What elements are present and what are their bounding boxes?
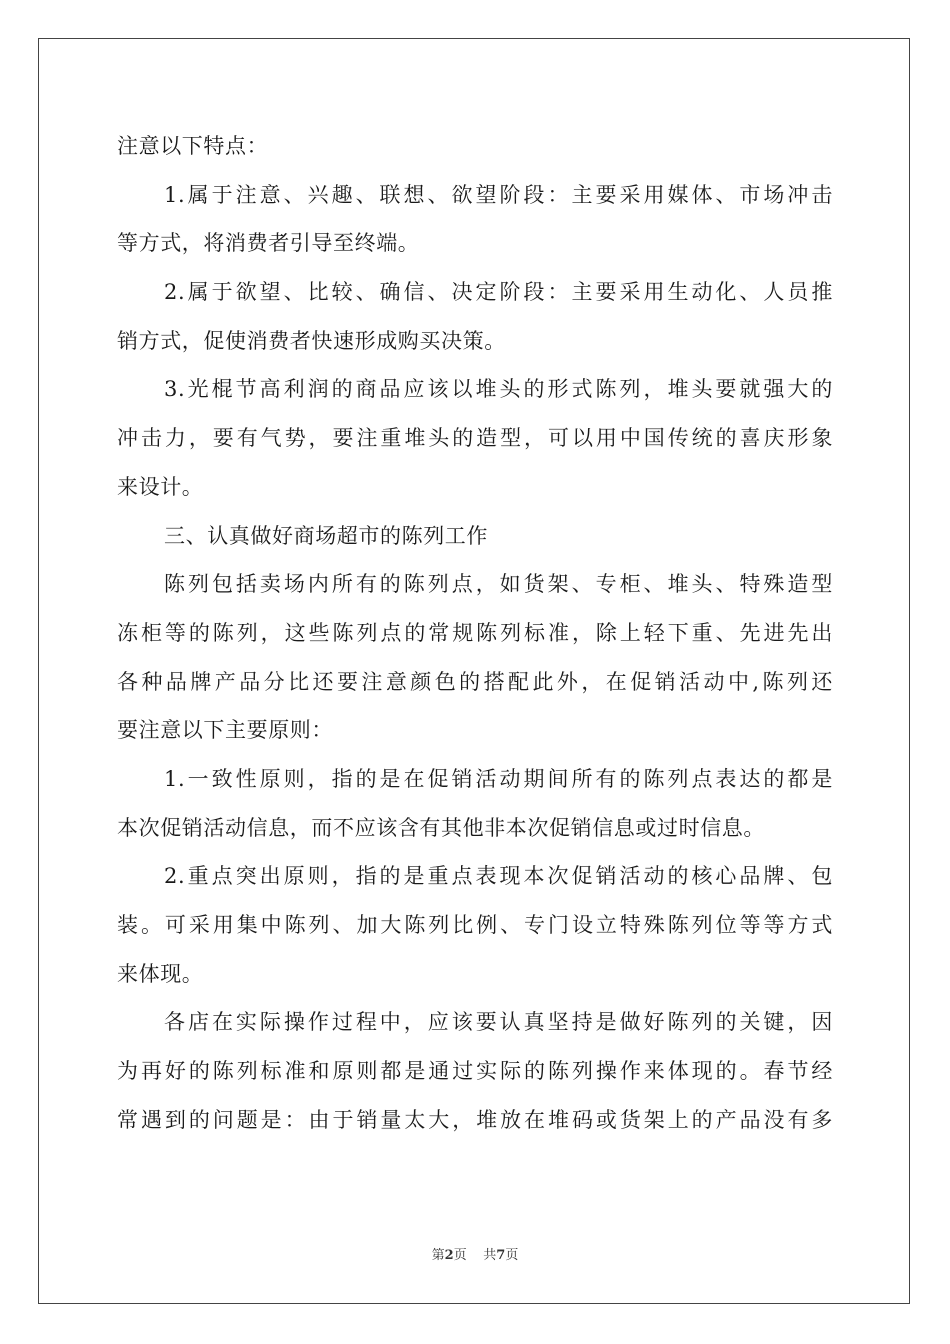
text-line: 本次促销活动信息，而不应该含有其他非本次促销信息或过时信息。 [117, 815, 765, 840]
text-line: 1.一致性原则，指的是在促销活动期间所有的陈列点表达的都是 [164, 766, 833, 791]
text-line: 来体现。 [117, 961, 204, 986]
text-line: 来设计。 [117, 474, 204, 499]
text-line: 2.重点突出原则，指的是重点表现本次促销活动的核心品牌、包 [164, 864, 833, 889]
text-line: 注意以下特点： [117, 134, 269, 158]
total-pages: 7 [496, 1248, 506, 1263]
page-number: 2 [444, 1248, 454, 1263]
page-prefix: 第 [431, 1248, 445, 1263]
text-line: 各种品牌产品分比还要注意颜色的搭配此外，在促销活动中,陈列还 [117, 669, 833, 694]
text-line: 2.属于欲望、比较、确信、决定阶段：主要采用生动化、人员推 [164, 280, 833, 305]
text-line: 冲击力，要有气势，要注重堆头的造型，可以用中国传统的喜庆形象 [117, 426, 833, 451]
text-line: 销方式，促使消费者快速形成购买决策。 [117, 328, 506, 353]
text-line: 冻柜等的陈列，这些陈列点的常规陈列标准，除上轻下重、先进先出 [117, 620, 833, 645]
text-line: 三、认真做好商场超市的陈列工作 [164, 523, 488, 548]
text-line: 装。可采用集中陈列、加大陈列比例、专门设立特殊陈列位等等方式 [117, 913, 833, 937]
text-line: 要注意以下主要原则： [117, 718, 333, 743]
text-line: 为再好的陈列标准和原则都是通过实际的陈列操作来体现的。春节经 [117, 1059, 833, 1084]
page-footer [0, 1244, 950, 1263]
total-suffix: 页 [505, 1248, 519, 1263]
text-line: 常遇到的问题是：由于销量太大，堆放在堆码或货架上的产品没有多 [117, 1107, 833, 1132]
total-prefix: 共 [483, 1248, 497, 1263]
text-line: 各店在实际操作过程中，应该要认真坚持是做好陈列的关键，因 [164, 1010, 833, 1035]
text-line: 1.属于注意、兴趣、联想、欲望阶段：主要采用媒体、市场冲击 [164, 182, 833, 207]
page-suffix: 页 [453, 1248, 467, 1263]
text-line: 3.光棍节高利润的商品应该以堆头的形式陈列，堆头要就强大的 [164, 377, 833, 402]
text-line: 陈列包括卖场内所有的陈列点，如货架、专柜、堆头、特殊造型 [164, 572, 833, 597]
document-body [117, 122, 833, 1144]
text-line: 等方式，将消费者引导至终端。 [117, 231, 420, 256]
